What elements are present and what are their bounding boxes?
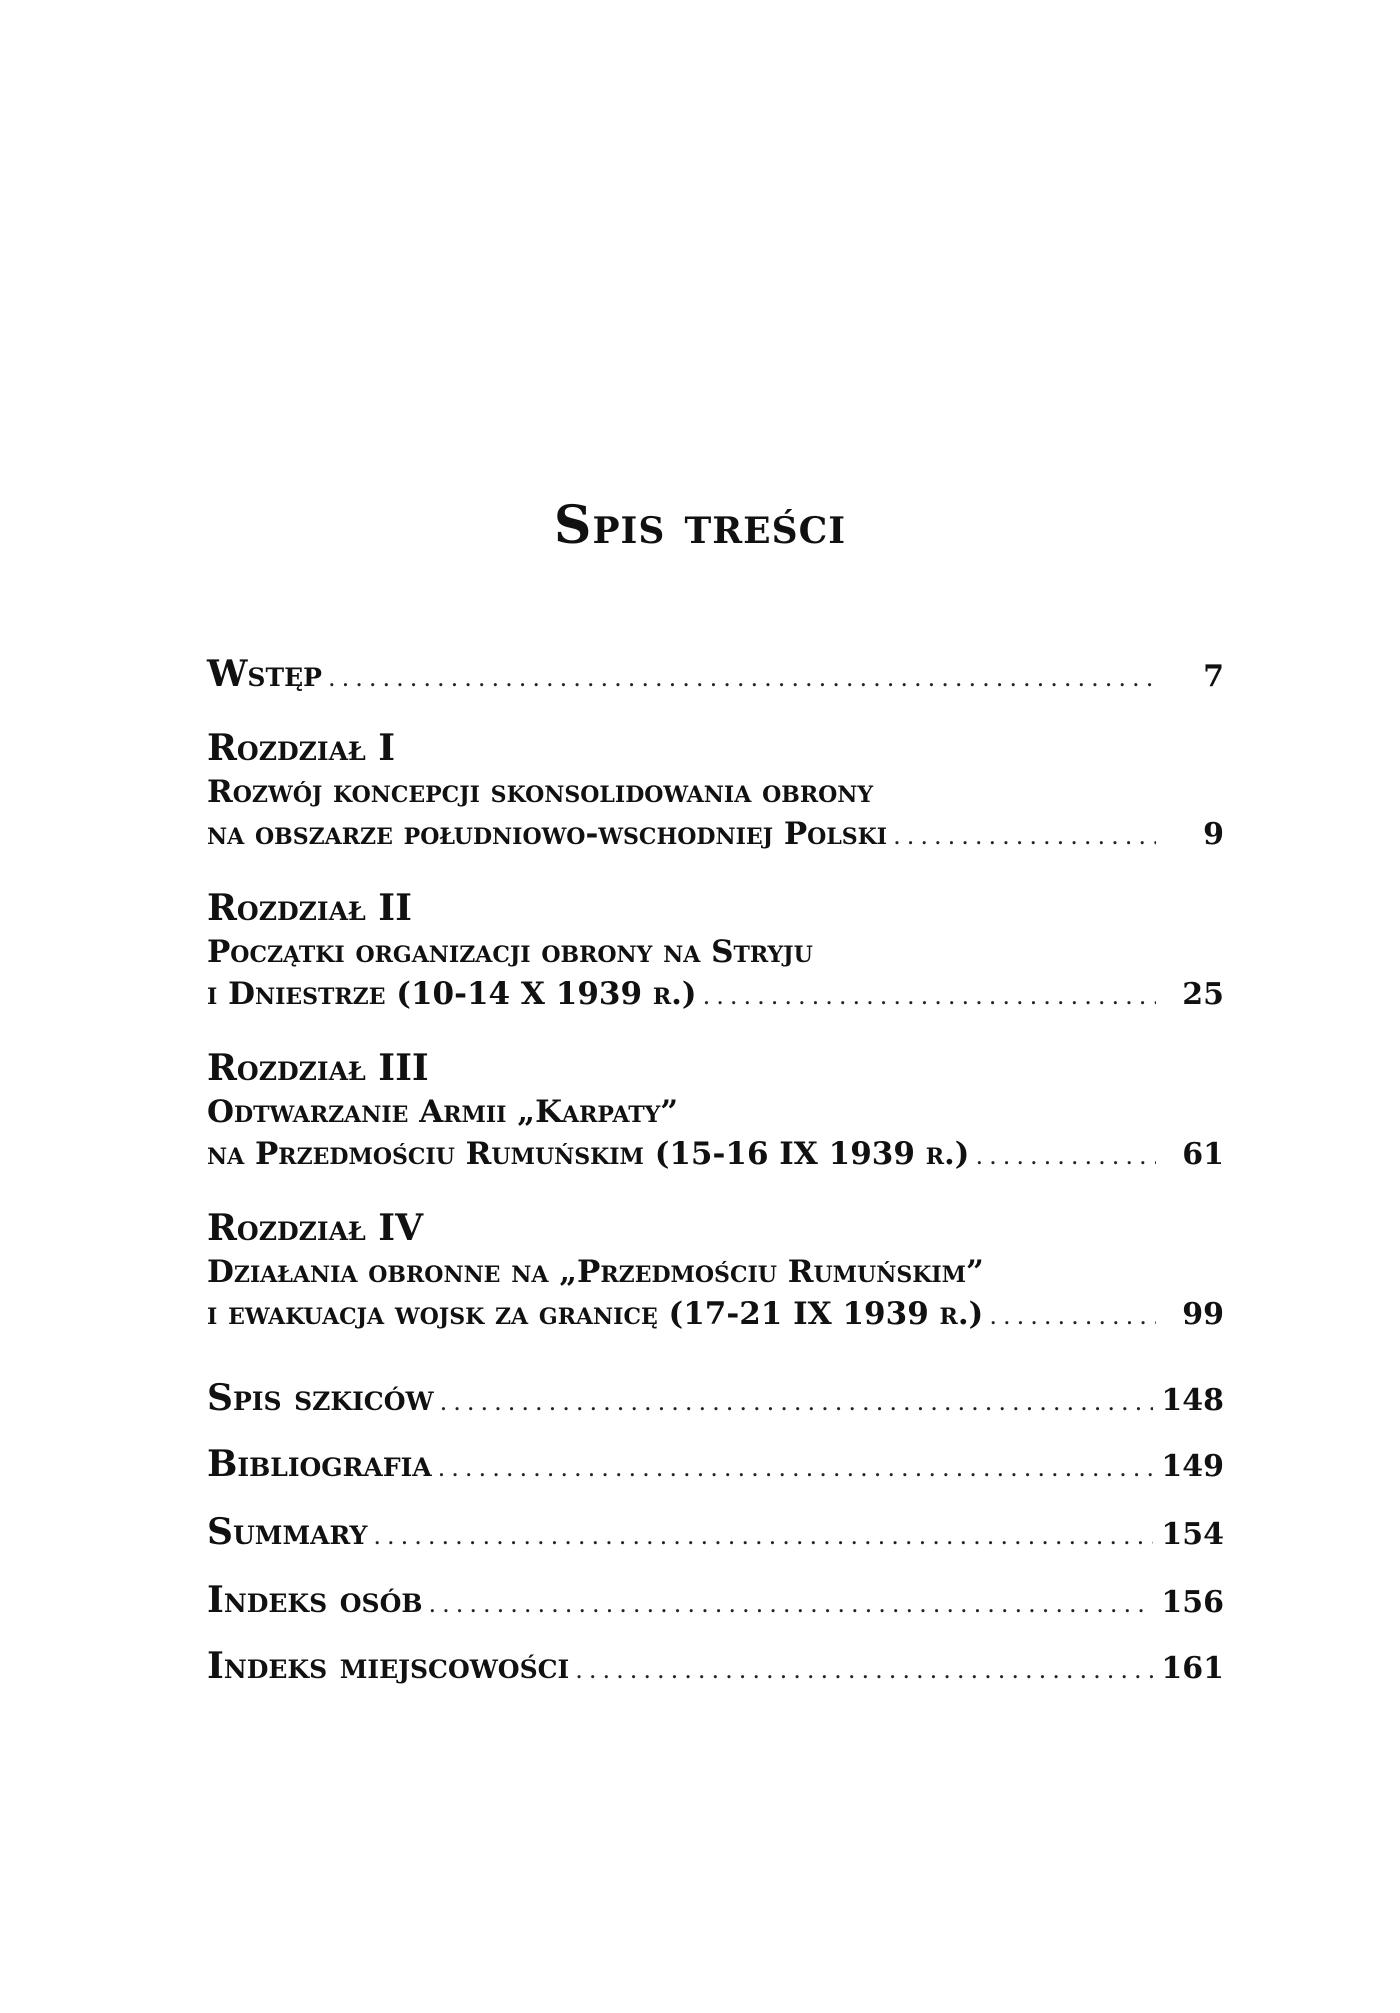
dot-leader xyxy=(989,1294,1156,1338)
toc-entry-rozdzial-4[interactable] xyxy=(207,1292,1224,1336)
dot-leader xyxy=(975,1134,1156,1178)
dot-leader xyxy=(893,814,1156,858)
toc-entry-title: Indeks osób xyxy=(207,1579,423,1621)
chapter-label: Rozdział I xyxy=(207,727,396,769)
toc-entry-rozdzial-2[interactable] xyxy=(207,972,1224,1016)
toc-entry-indeks-osob[interactable] xyxy=(207,1578,1224,1622)
toc-entry-rozdzial-1[interactable] xyxy=(207,812,1224,856)
chapter-title-line: i ewakuacja wojsk za granicę (17-21 IX 1939 r.) xyxy=(207,1296,984,1332)
chapter-title-line: Działania obronne na „Przedmościu Rumuńskim” xyxy=(207,1254,984,1290)
toc-entry-title: Indeks miejscowości xyxy=(207,1645,570,1687)
dot-leader xyxy=(703,974,1156,1018)
dot-leader xyxy=(328,656,1156,700)
toc-entry-title: Summary xyxy=(207,1511,368,1553)
toc-entry-title: Wstęp xyxy=(207,653,322,695)
toc-entry-wstep[interactable] xyxy=(207,652,1224,696)
toc-entry-bibliografia[interactable] xyxy=(207,1442,1224,1486)
toc-entry-summary[interactable] xyxy=(207,1510,1224,1554)
toc-entry-title: Spis szkiców xyxy=(207,1377,434,1419)
toc-page-number: 61 xyxy=(1182,1137,1224,1172)
chapter-title-line: Odtwarzanie Armii „Karpaty” xyxy=(207,1094,679,1130)
toc-chapter-title-line xyxy=(207,1250,1224,1294)
toc-chapter-title-line xyxy=(207,770,1224,814)
chapter-title-line: Początki organizacji obrony na Stryju xyxy=(207,934,813,970)
chapter-label: Rozdział II xyxy=(207,887,412,929)
dot-leader xyxy=(440,1380,1154,1424)
toc-entry-spis-szkicow[interactable] xyxy=(207,1376,1224,1420)
dot-leader xyxy=(428,1582,1153,1626)
toc-chapter-label xyxy=(207,726,1224,770)
toc-page-number: 161 xyxy=(1161,1651,1224,1686)
toc-page-number: 156 xyxy=(1161,1585,1224,1620)
page-title: Spis treści xyxy=(553,495,847,556)
toc-page-number: 7 xyxy=(1203,659,1224,694)
toc-page-number: 148 xyxy=(1161,1383,1224,1418)
dot-leader xyxy=(575,1648,1153,1692)
toc-page-number: 25 xyxy=(1182,977,1224,1012)
dot-leader xyxy=(373,1514,1153,1558)
chapter-title-line: Rozwój koncepcji skonsolidowania obrony xyxy=(207,774,874,810)
toc-entry-title: Bibliografia xyxy=(207,1443,432,1485)
toc-chapter-title-line xyxy=(207,1090,1224,1134)
toc-page-number: 149 xyxy=(1161,1449,1224,1484)
toc-chapter-label xyxy=(207,1046,1224,1090)
chapter-title-line: na obszarze południowo-wschodniej Polski xyxy=(207,816,888,852)
toc-entry-indeks-miejscowosci[interactable] xyxy=(207,1644,1224,1688)
toc-entry-rozdzial-3[interactable] xyxy=(207,1132,1224,1176)
chapter-label: Rozdział III xyxy=(207,1047,429,1089)
toc-chapter-title-line xyxy=(207,930,1224,974)
dot-leader xyxy=(438,1446,1154,1490)
toc-page-number: 99 xyxy=(1182,1297,1224,1332)
toc-chapter-label xyxy=(207,886,1224,930)
chapter-title-line: i Dniestrze (10-14 X 1939 r.) xyxy=(207,976,697,1012)
toc-page-number: 154 xyxy=(1161,1517,1224,1552)
chapter-label: Rozdział IV xyxy=(207,1207,424,1249)
chapter-title-line: na Przedmościu Rumuńskim (15-16 IX 1939 r.) xyxy=(207,1136,970,1172)
toc-chapter-label xyxy=(207,1206,1224,1250)
toc-page-number: 9 xyxy=(1203,817,1224,852)
